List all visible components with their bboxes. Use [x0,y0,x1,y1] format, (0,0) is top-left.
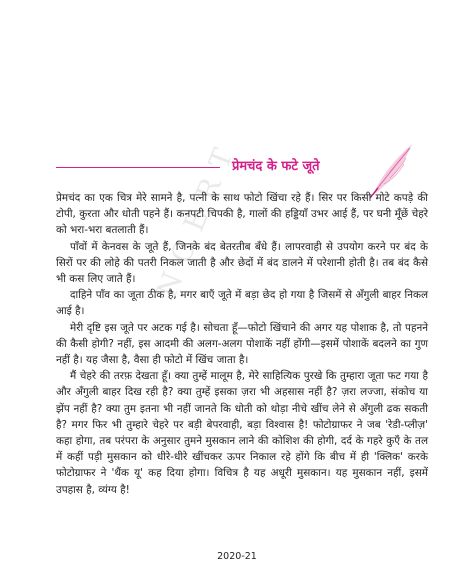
title-divider [56,167,220,168]
page-footer-year: 2020-21 [217,551,257,562]
paragraph: मेरी दृष्टि इस जूते पर अटक गई है। सोचता हूँ—फोटो खिंचाने की अगर यह पोशाक है, तो पहनने की कैसी होगी? नहीं, इस आदमी की अलग-अलग पोशाकें नहीं होंगी—इसमें पोशाकें बदलने का गुण नहीं है। यह जैसा है, वैसा ही फोटो में खिंच जाता है। [56,321,428,367]
paragraph: प्रेमचंद का एक चित्र मेरे सामने है, पत्नी के साथ फोटो खिंचा रहे हैं। सिर पर किसी मोटे कपड़े की टोपी, कुरता और धोती पहने हैं। कनपटी चिपकी है, गालों की हड्डियाँ उभर आई हैं, पर घनी मूँछें चेहरे को भरा-भरा बतलाती हैं। [56,192,428,237]
body-text [56,190,428,498]
paragraph: मैं चेहरे की तरफ़ देखता हूँ। क्या तुम्हें मालूम है, मेरे साहित्यिक पुरखे कि तुम्हारा जूता फट गया है और अँगुली बाहर दिख रही है? क्या तुम्हें इसका ज़रा भी अहसास नहीं है? ज़रा लज्जा, संकोच या झेंप नहीं है? क्या तुम इतना भी नहीं जानते कि धोती को थोड़ा नीचे खींच लेने से अँगुली ढक सकती है? मगर फिर भी तुम्हारे चेहरे पर बड़ी बेपरवाही, बड़ा विश्वास है! फोटोग्राफर ने जब 'रेडी-प्लीज़' कहा होगा, तब परंपरा के अनुसार तुमने मुसकान लाने की कोशिश की होगी, दर्द के गहरे कुएँ के तल में कहीं पड़ी मुसकान को धीरे-धीरे खींचकर ऊपर निकाल रहे होंगे कि बीच में ही 'क्लिक' करके फोटोग्राफर ने 'थैंक यू' कह दिया होगा। विचित्र है यह अधूरी मुसकान। यह मुसकान नहीं, इसमें उपहास है, व्यंग्य है! [56,370,428,496]
chapter-title: प्रेमचंद के फटे जूते [232,159,320,174]
watermark: N C E R T [150,141,241,303]
paragraph: पाँवों में केनवस के जूते हैं, जिनके बंद बेतरतीब बँधे हैं। लापरवाही से उपयोग करने पर बंद के सिरों पर की लोहे की पतरी निकल जाती है और छेदों में बंद डालने में परेशानी होती है। तब बंद कैसे भी कस लिए जाते हैं। [56,240,428,286]
paragraph: दाहिने पाँव का जूता ठीक है, मगर बाएँ जूते में बड़ा छेद हो गया है जिसमें से अँगुली बाहर निकल आई है। [56,289,428,318]
